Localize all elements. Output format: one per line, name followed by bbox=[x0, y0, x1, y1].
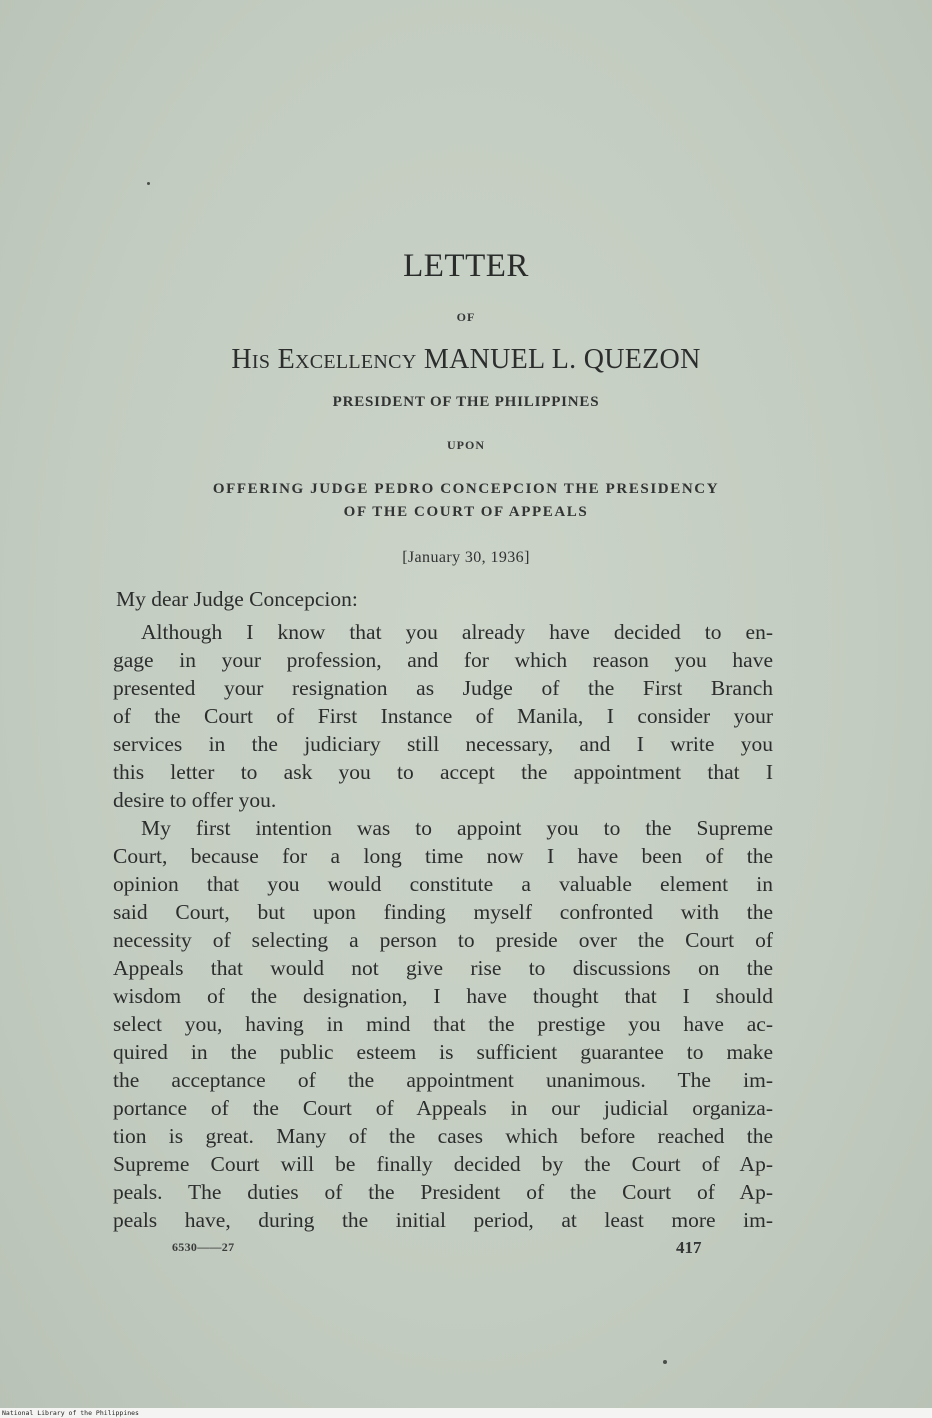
heading-line-2: OF THE COURT OF APPEALS bbox=[343, 504, 589, 520]
body-line: My first intention was to appoint you to the Supreme bbox=[141, 816, 773, 840]
salutation: My dear Judge Concepcion: bbox=[116, 587, 358, 611]
body-line: peals have, during the initial period, at least more im- bbox=[113, 1208, 773, 1232]
document-title: LETTER bbox=[403, 248, 529, 284]
author-honorific: His Excellency bbox=[231, 344, 417, 375]
body-line: peals. The duties of the President of the Court of Ap- bbox=[113, 1180, 773, 1204]
body-line: Supreme Court will be finally decided by the Court of Ap- bbox=[113, 1152, 773, 1176]
paper-speck bbox=[663, 1360, 667, 1364]
body-line: portance of the Court of Appeals in our judicial organiza- bbox=[113, 1096, 773, 1120]
body-line: presented your resignation as Judge of the First Branch bbox=[113, 676, 773, 700]
body-line: this letter to ask you to accept the appointment that I bbox=[113, 760, 773, 784]
body-line: gage in your profession, and for which reason you have bbox=[113, 648, 773, 672]
body-line: services in the judiciary still necessary, and I write you bbox=[113, 732, 773, 756]
body-line: select you, having in mind that the prestige you have ac- bbox=[113, 1012, 773, 1036]
body-line: Appeals that would not give rise to discussions on the bbox=[113, 956, 773, 980]
body-line: wisdom of the designation, I have thought that I should bbox=[113, 984, 773, 1008]
body-line: opinion that you would constitute a valuable element in bbox=[113, 872, 773, 896]
body-line: Although I know that you already have decided to en- bbox=[141, 620, 773, 644]
scan-credit-strip bbox=[0, 1408, 932, 1418]
body-line: desire to offer you. bbox=[113, 788, 277, 812]
body-line: quired in the public esteem is sufficient guarantee to make bbox=[113, 1040, 773, 1064]
letter-date: [January 30, 1936] bbox=[402, 549, 530, 566]
scan-credit: National Library of the Philippines bbox=[2, 1409, 139, 1417]
author-line bbox=[0, 344, 932, 376]
footer-signature-mark: 6530——27 bbox=[172, 1240, 235, 1254]
body-line: the acceptance of the appointment unanimous. The im- bbox=[113, 1068, 773, 1092]
body-line: said Court, but upon finding myself confronted with the bbox=[113, 900, 773, 924]
page-number: 417 bbox=[676, 1238, 702, 1257]
upon-label: UPON bbox=[447, 438, 485, 452]
author-name: MANUEL L. QUEZON bbox=[423, 344, 701, 375]
body-line: Court, because for a long time now I have been of the bbox=[113, 844, 773, 868]
of-label: OF bbox=[456, 310, 476, 324]
body-line: of the Court of First Instance of Manila, I consider your bbox=[113, 704, 773, 728]
heading-line-1: OFFERING JUDGE PEDRO CONCEPCION THE PRESIDENCY bbox=[212, 481, 720, 497]
letter-body bbox=[113, 618, 773, 1234]
author-title: PRESIDENT OF THE PHILIPPINES bbox=[332, 394, 600, 410]
body-line: necessity of selecting a person to preside over the Court of bbox=[113, 928, 773, 952]
body-line: tion is great. Many of the cases which before reached the bbox=[113, 1124, 773, 1148]
paper-speck bbox=[147, 182, 150, 185]
letter-heading bbox=[0, 478, 932, 524]
